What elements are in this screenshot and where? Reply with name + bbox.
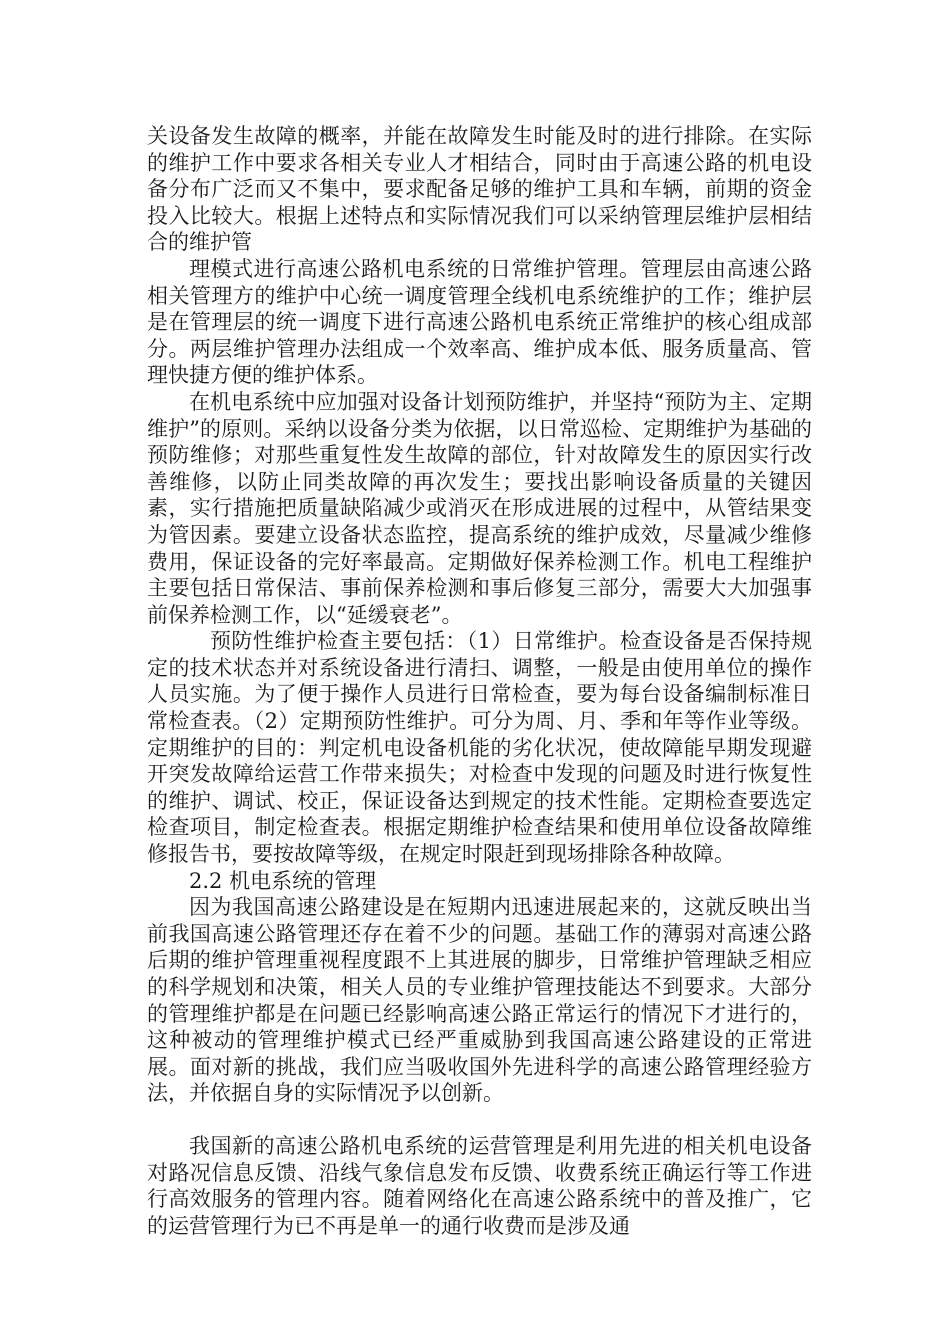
paragraph-gap (147, 1107, 812, 1133)
paragraph-management-issues: 因为我国高速公路建设是在短期内迅速进展起来的，这就反映出当前我国高速公路管理还存在着不少的问题。基础工作的薄弱对高速公路后期的维护管理重视程度跟不上其进展的脚步，日常维护管理缺乏相应的科学规划和决策，相关人员的专业维护管理技能达不到要求。大部分的管理维护都是在问题已经影响高速公路正常运行的情况下才进行的，这种被动的管理维护模式已经严重威胁到我国高速公路建设的正常进展。面对新的挑战，我们应当吸收国外先进科学的高速公路管理经验方法，并依据自身的实际情况予以创新。 (147, 895, 812, 1106)
paragraph-preventive-maintenance: 在机电系统中应加强对设备计划预防维护，并坚持“预防为主、定期维护”的原则。采纳以设备分类为依据，以日常巡检、定期维护为基础的预防维修；对那些重复性发生故障的部位，针对故障发生的原因实行改善维修，以防止同类故障的再次发生；要找出影响设备质量的关键因素，实行措施把质量缺陷减少或消灭在形成进展的过程中，从管结果变为管因素。要建立设备状态监控，提高系统的维护成效，尽量减少维修费用，保证设备的完好率最高。定期做好保养检测工作。机电工程维护主要包括日常保洁、事前保养检测和事后修复三部分，需要大大加强事前保养检测工作，以“延缓衰老”。 (147, 389, 812, 627)
section-heading: 2.2 机电系统的管理 (189, 868, 377, 893)
paragraph-maintenance-intro: 关设备发生故障的概率，并能在故障发生时能及时的进行排除。在实际的维护工作中要求各相关专业人才相结合，同时由于高速公路的机电设备分布广泛而又不集中，要求配备足够的维护工具和车辆，前期的资金投入比较大。根据上述特点和实际情况我们可以采纳管理层维护层相结合的维护管 (147, 124, 812, 255)
paragraph-maintenance-mode: 理模式进行高速公路机电系统的日常维护管理。管理层由高速公路相关管理方的维护中心统一调度管理全线机电系统维护的工作；维护层是在管理层的统一调度下进行高速公路机电系统正常维护的核心组成部分。两层维护管理办法组成一个效率高、维护成本低、服务质量高、管理快捷方便的维护体系。 (147, 256, 812, 388)
paragraph-operations-management: 我国新的高速公路机电系统的运营管理是利用先进的相关机电设备对路况信息反馈、沿线气象信息发布反馈、收费系统正确运行等工作进行高效服务的管理内容。随着网络化在高速公路系统中的普及推广，它的运营管理行为已不再是单一的通行收费而是涉及通 (147, 1133, 812, 1238)
document-page (147, 123, 812, 1239)
paragraph-inspection-contents: 预防性维护检查主要包括：（1）日常维护。检查设备是否保持规定的技术状态并对系统设备进行清扫、调整，一般是由使用单位的操作人员实施。为了便于操作人员进行日常检查，要为每台设备编制标准日常检查表。（2）定期预防性维护。可分为周、月、季和年等作业等级。定期维护的目的：判定机电设备机能的劣化状况，使故障能早期发现避开突发故障给运营工作带来损失；对检查中发现的问题及时进行恢复性的维护、调试、校正，保证设备达到规定的技术性能。定期检查要选定检查项目，制定检查表。根据定期维护检查结果和使用单位设备故障维修报告书，要按故障等级，在规定时限赶到现场排除各种故障。 (147, 629, 812, 867)
